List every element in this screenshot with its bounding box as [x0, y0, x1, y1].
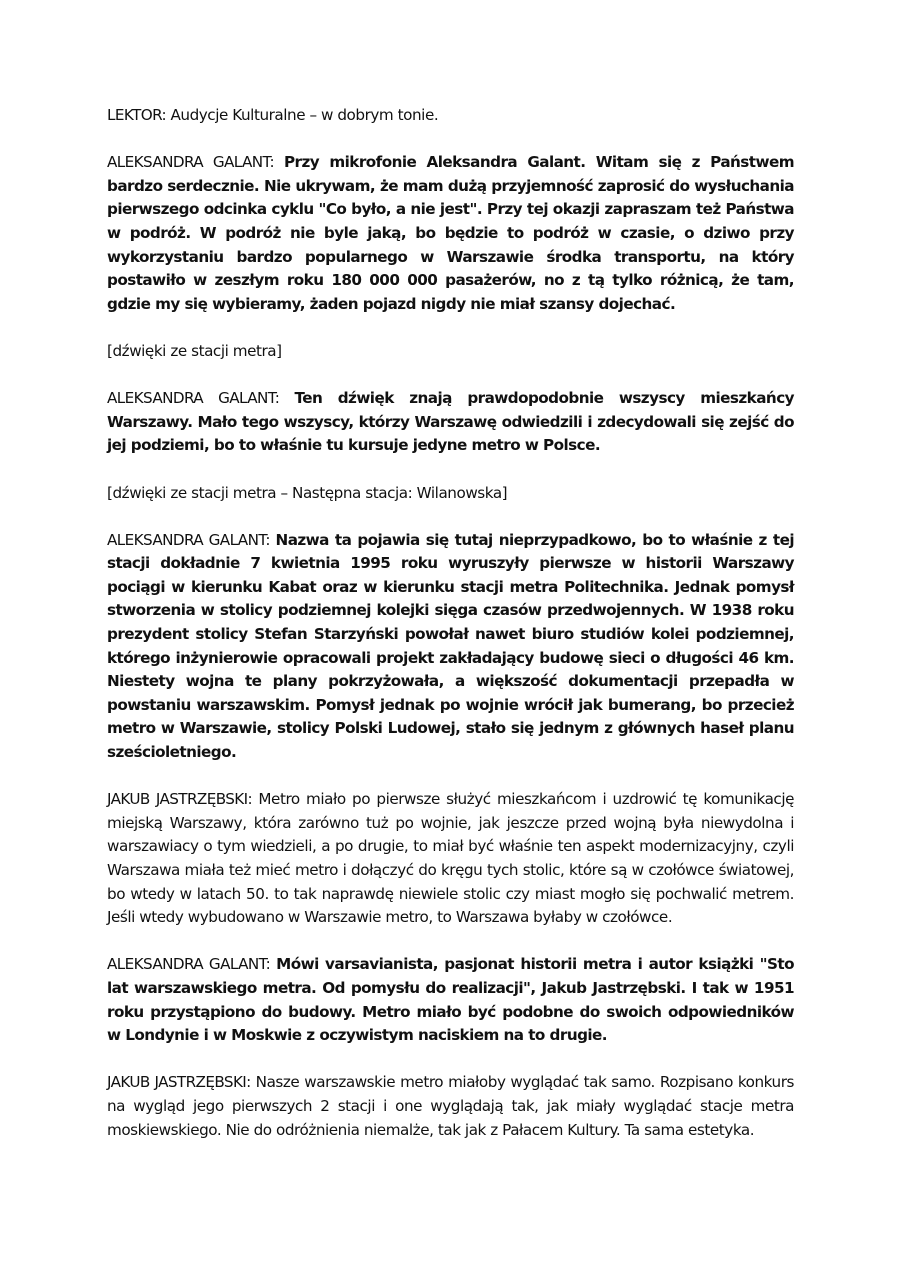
speaker-label: LEKTOR:: [107, 106, 167, 124]
document-page: [107, 104, 794, 1166]
spoken-text: Mówi varsavianista, pasjonat historii metra i autor książki "Sto lat warszawskiego metra. Od pomysłu do realizacji", Jakub Jastrzębski. I tak w 1951 roku przystąpiono do budowy. Metro miało być podobne do swoich odpowiedników w Londynie i w Moskwie z oczywistym naciskiem na to drugie.: [107, 955, 794, 1045]
transcript-paragraph: [107, 387, 794, 458]
sound-effect-note: [dźwięki ze stacji metra]: [107, 341, 282, 360]
transcript-paragraph: [107, 953, 794, 1047]
spoken-text: Metro miało po pierwsze służyć mieszkańcom i uzdrowić tę komunikację miejską Warszawy, która zarówno tuż po wojnie, jak jeszcze przed wojną była niewydolna i warszawiacy o tym wiedzieli, a po drugie, to miał być właśnie ten aspekt modernizacyjny, czyli Warszawa miała też mieć metro i dołączyć do kręgu tych stolic, które są w czołówce światowej, bo wtedy w latach 50. to tak naprawdę niewiele stolic czy miast mogło się pochwalić metrem. Jeśli wtedy wybudowano w Warszawie metro, to Warszawa byłaby w czołówce.: [107, 790, 794, 927]
spoken-text: Nasze warszawskie metro miałoby wyglądać tak samo. Rozpisano konkurs na wygląd jego pierwszych 2 stacji i one wyglądają tak, jak miały wyglądać stacje metra moskiewskiego. Nie do odróżnienia niemalże, tak jak z Pałacem Kultury. Ta sama estetyka.: [107, 1073, 794, 1139]
speaker-label: ALEKSANDRA GALANT:: [107, 955, 271, 974]
spoken-text: Nazwa ta pojawia się tutaj nieprzypadkowo, bo to właśnie z tej stacji dokładnie 7 kwietnia 1995 roku wyruszyły pierwsze w historii Warszawy pociągi w kierunku Kabat oraz w kierunku stacji metra Politechnika. Jednak pomysł stworzenia w stolicy podziemnej kolejki sięga czasów przedwojennych. W 1938 roku prezydent stolicy Stefan Starzyński powołał nawet biuro studiów kolei podziemnej, którego inżynierowie opracowali projekt zakładający budowę sieci o długości 46 km. Niestety wojna te plany pokrzyżowała, a większość dokumentacji przepadła w powstaniu warszawskim. Pomysł jednak po wojnie wrócił jak bumerang, bo przecież metro w Warszawie, stolicy Polski Ludowej, stało się jednym z głównych haseł planu sześcioletniego.: [107, 530, 794, 762]
speaker-label: JAKUB JASTRZĘBSKI:: [107, 1073, 251, 1092]
speaker-label: ALEKSANDRA GALANT:: [107, 389, 280, 408]
transcript-paragraph-lektor: [107, 104, 794, 128]
transcript-paragraph: [107, 151, 794, 316]
sound-effect-note: [dźwięki ze stacji metra – Następna stacja: Wilanowska]: [107, 483, 508, 502]
transcript-paragraph: [107, 1071, 794, 1142]
transcript-paragraph: [107, 529, 794, 765]
spoken-text: Przy mikrofonie Aleksandra Galant. Witam się z Państwem bardzo serdecznie. Nie ukrywam, że mam dużą przyjemność zaprosić do wysłuchania pierwszego odcinka cyklu "Co było, a nie jest". Przy tej okazji zapraszam też Państwa w podróż. W podróż nie byle jaką, bo będzie to podróż w czasie, o dziwo przy wykorzystaniu bardzo popularnego w Warszawie środka transportu, na który postawiło w zeszłym roku 180 000 000 pasażerów, no z tą tylko różnicą, że tam, gdzie my się wybieramy, żaden pojazd nigdy nie miał szansy dojechać.: [107, 153, 794, 313]
transcript-paragraph: [107, 788, 794, 930]
speaker-label: ALEKSANDRA GALANT:: [107, 530, 270, 549]
spoken-text: Ten dźwięk znają prawdopodobnie wszyscy mieszkańcy Warszawy. Mało tego wszyscy, którzy Warszawę odwiedzili i zdecydowali się zejść do jej podziemi, bo to właśnie tu kursuje jedyne metro w Polsce.: [107, 389, 794, 455]
speaker-label: ALEKSANDRA GALANT:: [107, 153, 275, 172]
spoken-text: Audycje Kulturalne – w dobrym tonie.: [170, 106, 439, 124]
speaker-label: JAKUB JASTRZĘBSKI:: [107, 790, 253, 809]
